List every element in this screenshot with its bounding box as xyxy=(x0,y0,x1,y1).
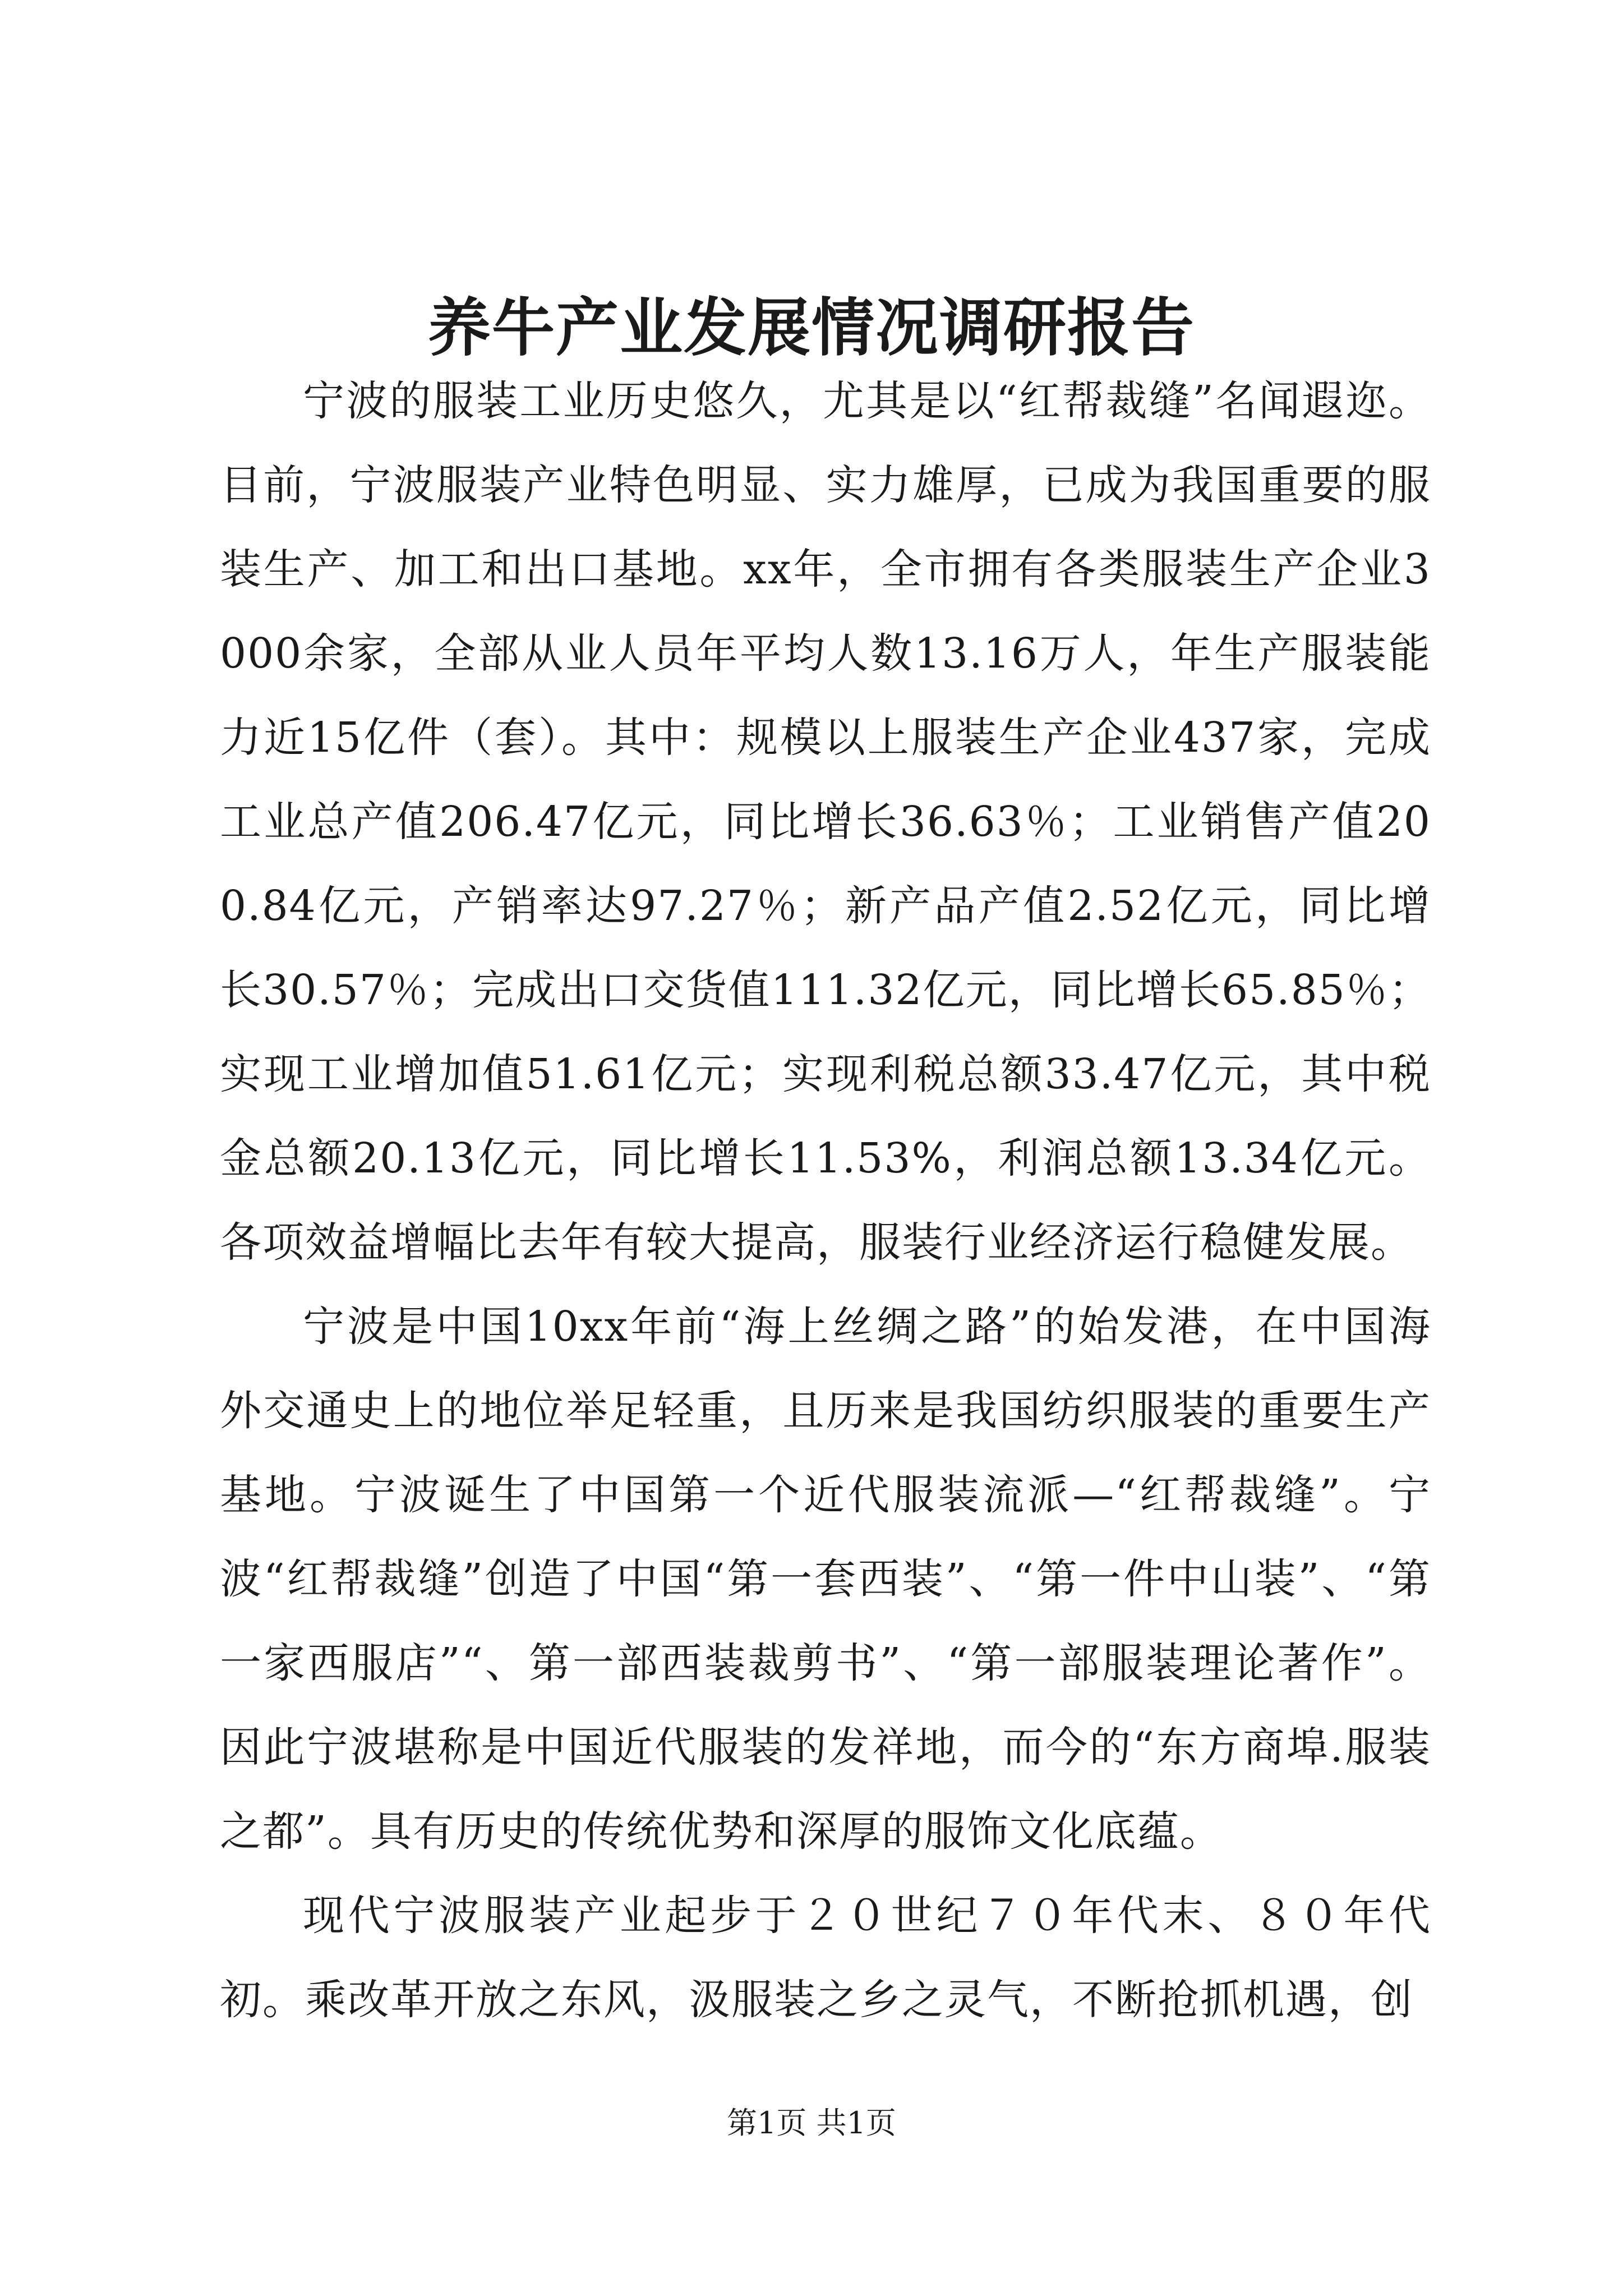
page-number-footer: 第1页 共1页 xyxy=(727,2105,896,2141)
paragraph-1: 宁波的服装工业历史悠久，尤其是以“红帮裁缝”名闻遐迩。目前，宁波服装产业特色明显、实力雄厚，已成为我国重要的服装生产、加工和出口基地。xx年，全市拥有各类服装生产企业3000余家，全部从业人员年平均人数13.16万人，年生产服装能力近15亿件（套）。其中：规模以上服装生产企业437家，完成工业总产值206.47亿元，同比增长36.63％；工业销售产值200.84亿元，产销率达97.27％；新产品产值2.52亿元，同比增长30.57％；完成出口交货值111.32亿元，同比增长65.85％；实现工业增加值51.61亿元；实现利税总额33.47亿元，其中税金总额20.13亿元，同比增长11.53%，利润总额13.34亿元。各项效益增幅比去年有较大提高，服装行业经济运行稳健发展。 xyxy=(220,377,1431,1267)
paragraph-2: 宁波是中国10xx年前“海上丝绸之路”的始发港，在中国海外交通史上的地位举足轻重，且历来是我国纺织服装的重要生产基地。宁波诞生了中国第一个近代服装流派—“红帮裁缝”。宁波“红帮裁缝”创造了中国“第一套西装”、“第一件中山装”、“第一家西服店”“、第一部西装裁剪书”、“第一部服装理论著作”。因此宁波堪称是中国近代服装的发祥地，而今的“东方商埠.服装之都”。具有历史的传统优势和深厚的服饰文化底蕴。 xyxy=(220,1303,1431,1856)
paragraph-3: 现代宁波服装产业起步于２０世纪７０年代末、８０年代初。乘改革开放之东风，汲服装之乡之灵气，不断抢抓机遇，创 xyxy=(220,1892,1431,2024)
document-title: 养牛产业发展情况调研报告 xyxy=(428,291,1195,365)
document-body xyxy=(220,359,1431,2042)
